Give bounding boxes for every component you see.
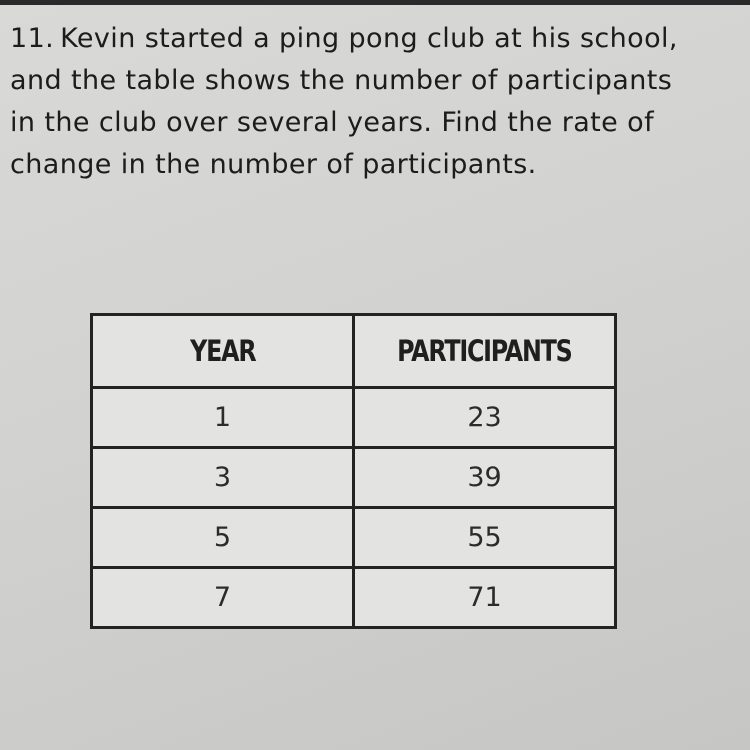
participants-cell: 71: [354, 568, 616, 628]
question-line-2: and the table shows the number of participants: [10, 65, 673, 96]
header-year: [92, 315, 354, 388]
year-cell: 5: [92, 508, 354, 568]
header-year-label: YEAR: [189, 334, 256, 368]
table-row: [92, 568, 616, 628]
year-cell: 1: [92, 388, 354, 448]
table-row: [92, 508, 616, 568]
question-line-3: in the club over several years. Find the rate of: [10, 107, 654, 138]
table-header-row: [92, 315, 616, 388]
question-line-4: change in the number of participants.: [10, 149, 537, 180]
year-cell: 3: [92, 448, 354, 508]
header-participants-label: PARTICIPANTS: [397, 334, 572, 368]
header-participants: [354, 315, 616, 388]
top-border-rule: [0, 0, 750, 5]
participants-table: [90, 313, 617, 629]
participants-cell: 55: [354, 508, 616, 568]
question-number: 11.: [10, 23, 55, 54]
year-cell: 7: [92, 568, 354, 628]
question-line-1-text: Kevin started a ping pong club at his school,: [60, 23, 678, 54]
table-row: [92, 448, 616, 508]
question-text: [10, 18, 740, 186]
participants-cell: 23: [354, 388, 616, 448]
participants-cell: 39: [354, 448, 616, 508]
table-row: [92, 388, 616, 448]
question-line-1: [10, 18, 740, 60]
